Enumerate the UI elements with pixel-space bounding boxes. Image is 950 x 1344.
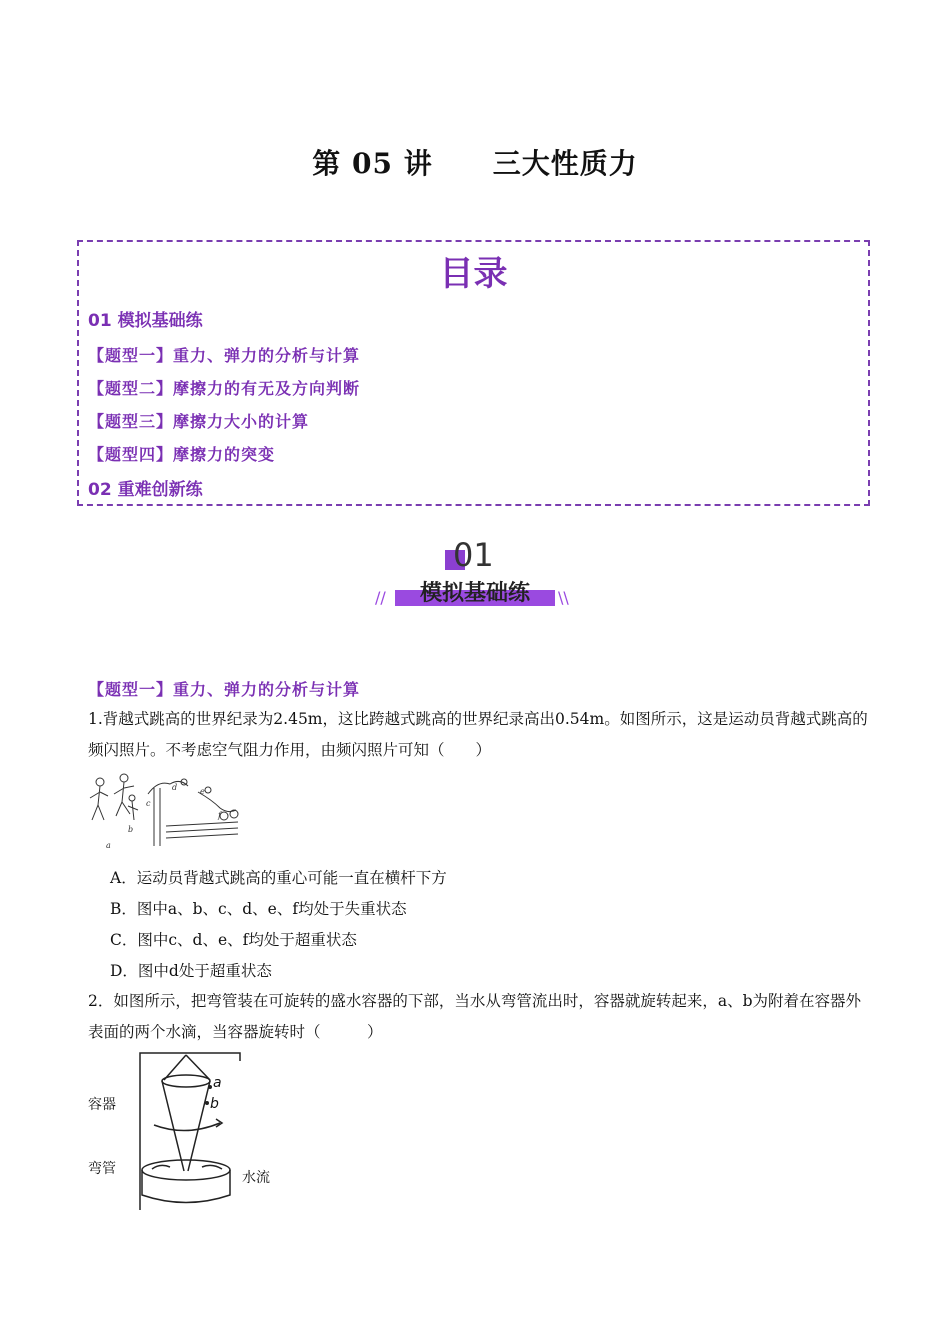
title-topic: 三大性质力 <box>492 147 638 180</box>
svg-text:a: a <box>106 841 111 850</box>
section-badge <box>375 530 575 615</box>
option-c[interactable]: C．图中c、d、e、f均处于超重状态 <box>110 931 357 949</box>
toc-item-3[interactable]: 【题型三】摩擦力大小的计算 <box>88 412 310 431</box>
rotating-container-figure <box>130 1045 280 1215</box>
badge-number: 01 <box>453 536 494 574</box>
option-b[interactable]: B．图中a、b、c、d、e、f均处于失重状态 <box>110 900 407 918</box>
toc-heading: 目录 <box>439 254 508 294</box>
toc-section-2[interactable]: 02 重难创新练 <box>88 480 203 500</box>
toc-item-1[interactable]: 【题型一】重力、弹力的分析与计算 <box>88 346 361 365</box>
label-a: a <box>213 1075 222 1091</box>
option-a[interactable]: A．运动员背越式跳高的重心可能一直在横杆下方 <box>110 869 447 887</box>
page-title <box>0 142 950 182</box>
label-b: b <box>210 1096 219 1112</box>
right-slash-decoration: \\ <box>558 588 569 607</box>
svg-text:f: f <box>218 811 221 820</box>
option-d[interactable]: D．图中d处于超重状态 <box>110 962 272 980</box>
svg-text:b: b <box>128 825 134 834</box>
svg-text:d: d <box>172 783 178 792</box>
label-pipe: 弯管 <box>88 1161 116 1177</box>
question-2-text: 2．如图所示，把弯管装在可旋转的盛水容器的下部，当水从弯管流出时，容器就旋转起来，a、b为附着在容器外表面的两个水滴，当容器旋转时（ ） <box>88 992 862 1041</box>
toc-section-1[interactable]: 01 模拟基础练 <box>88 311 203 331</box>
table-of-contents <box>77 240 870 506</box>
label-container: 容器 <box>88 1097 116 1113</box>
badge-label: 模拟基础练 <box>419 581 530 606</box>
left-slash-decoration: // <box>375 588 386 607</box>
svg-text:e: e <box>200 787 205 796</box>
question-1-text: 1.背越式跳高的世界纪录为2.45m，这比跨越式跳高的世界纪录高出0.54m。如图所示，这是运动员背越式跳高的频闪照片。不考虑空气阻力作用，由频闪照片可知（ ） <box>88 710 868 759</box>
svg-text:c: c <box>146 799 151 808</box>
toc-item-4[interactable]: 【题型四】摩擦力的突变 <box>88 445 276 464</box>
label-water: 水流 <box>242 1170 270 1186</box>
high-jump-figure <box>88 770 248 855</box>
title-lecture: 第 05 讲 <box>312 147 433 180</box>
toc-item-2[interactable]: 【题型二】摩擦力的有无及方向判断 <box>88 379 361 398</box>
section-heading: 【题型一】重力、弹力的分析与计算 <box>88 680 361 699</box>
